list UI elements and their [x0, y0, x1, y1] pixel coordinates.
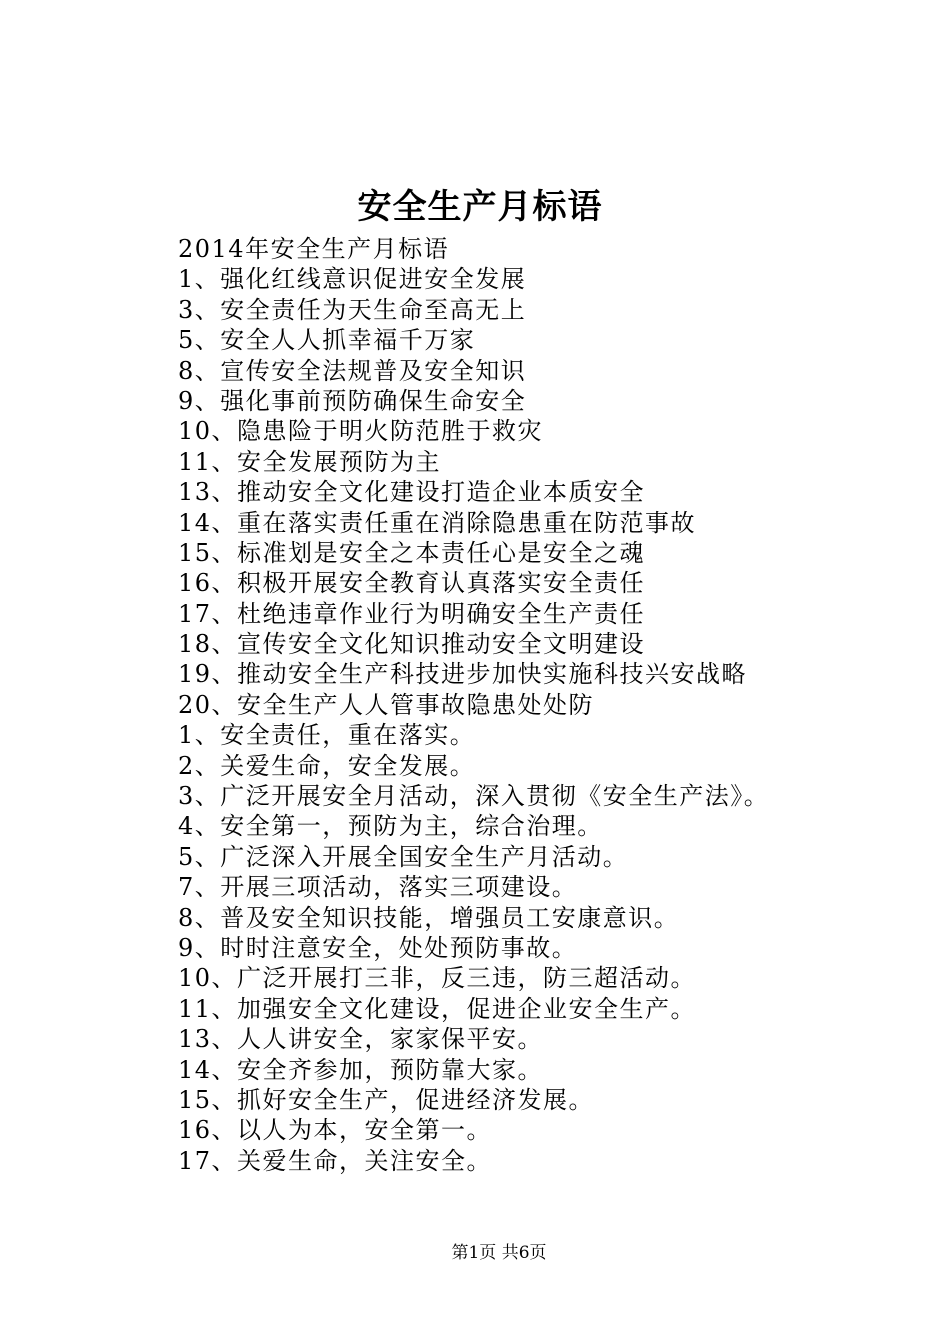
slogan-line: 15、标准划是安全之本责任心是安全之魂: [178, 538, 646, 567]
slogan-line: 4、安全第一，预防为主，综合治理。: [178, 812, 603, 841]
slogan-line: 20、安全生产人人管事故隐患处处防: [178, 690, 595, 719]
slogan-line: 10、广泛开展打三非，反三违，防三超活动。: [178, 964, 697, 993]
slogan-line: 3、广泛开展安全月活动，深入贯彻《安全生产法》。: [178, 782, 770, 811]
slogan-line: 14、安全齐参加，预防靠大家。: [178, 1055, 544, 1084]
slogan-line: 11、安全发展预防为主: [178, 447, 442, 476]
slogan-line: 2、关爱生命，安全发展。: [178, 751, 476, 780]
slogan-line: 1、安全责任，重在落实。: [178, 721, 476, 750]
slogan-line: 5、安全人人抓幸福千万家: [178, 326, 476, 355]
slogan-line: 17、杜绝违章作业行为明确安全生产责任: [178, 599, 646, 628]
slogan-line: 9、强化事前预防确保生命安全: [178, 386, 527, 415]
slogan-line: 5、广泛深入开展全国安全生产月活动。: [178, 842, 629, 871]
slogan-line: 17、关爱生命，关注安全。: [178, 1146, 493, 1175]
slogan-line: 7、开展三项活动，落实三项建设。: [178, 873, 578, 902]
document-title: 安全生产月标语: [357, 187, 603, 227]
slogan-line: 8、宣传安全法规普及安全知识: [178, 356, 527, 385]
slogan-line: 13、人人讲安全，家家保平安。: [178, 1025, 544, 1054]
slogan-line: 18、宣传安全文化知识推动安全文明建设: [178, 630, 646, 659]
slogan-line: 1、强化红线意识促进安全发展: [178, 265, 527, 294]
slogan-line: 13、推动安全文化建设打造企业本质安全: [178, 478, 646, 507]
slogan-list: [178, 234, 898, 1176]
slogan-line: 10、隐患险于明火防范胜于救灾: [178, 417, 544, 446]
slogan-line: 16、积极开展安全教育认真落实安全责任: [178, 569, 646, 598]
slogan-line: 14、重在落实责任重在消除隐患重在防范事故: [178, 508, 697, 537]
slogan-line: 19、推动安全生产科技进步加快实施科技兴安战略: [178, 660, 748, 689]
slogan-line: 11、加强安全文化建设，促进企业安全生产。: [178, 994, 697, 1023]
page-footer: 第1页 共6页: [451, 1243, 547, 1263]
slogan-line: 9、时时注意安全，处处预防事故。: [178, 933, 578, 962]
slogan-line: 8、普及安全知识技能，增强员工安康意识。: [178, 903, 680, 932]
slogan-line: 2014年安全生产月标语: [178, 235, 450, 263]
slogan-line: 3、安全责任为天生命至高无上: [178, 295, 527, 324]
slogan-line: 16、以人为本，安全第一。: [178, 1116, 493, 1145]
slogan-line: 15、抓好安全生产，促进经济发展。: [178, 1085, 595, 1114]
